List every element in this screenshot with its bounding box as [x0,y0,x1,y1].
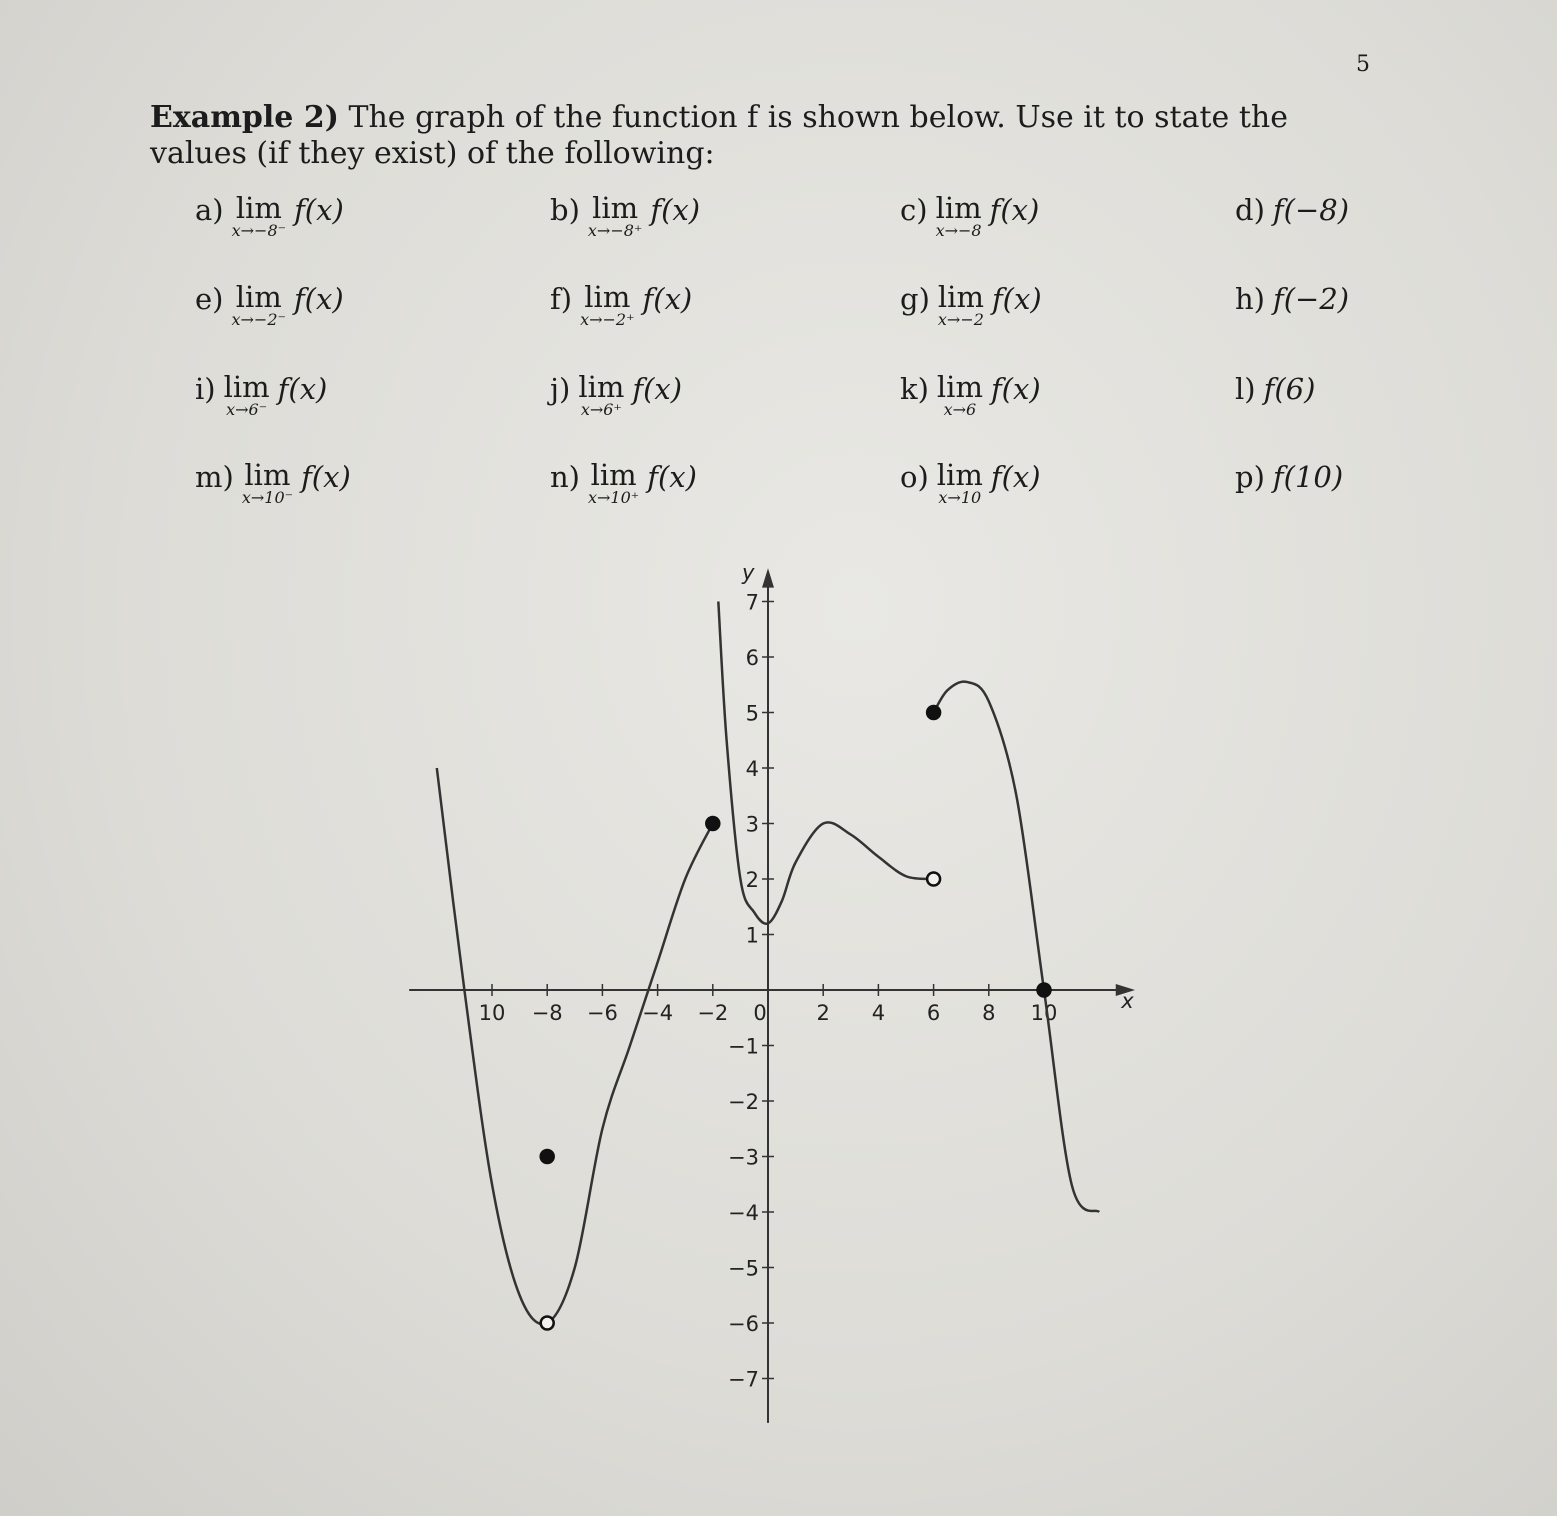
x-tick-label: −8 [531,1001,563,1025]
y-tick-label: −7 [728,1367,759,1392]
limit-subscript: x→6⁺ [580,400,622,419]
limit-subscript: x→−8⁻ [231,221,287,240]
problem-label: p) [1235,460,1265,494]
y-tick-label: −6 [728,1312,759,1336]
open-point [541,1317,554,1330]
function-expression: f(x) [647,460,697,494]
y-tick-label: 5 [745,701,759,726]
limit-subscript: x→−8 [935,221,982,240]
closed-point [706,817,719,830]
function-curve [437,768,713,1324]
x-tick-label: −4 [642,1001,674,1025]
problem-label: b) [550,193,580,227]
y-tick-label: 1 [745,923,759,948]
x-tick-label: −6 [586,1001,618,1025]
problem-label: c) [900,193,928,227]
y-axis-label: y [742,560,755,585]
x-tick-label: 4 [871,1001,886,1025]
function-expression: f(x) [642,282,693,316]
limit-subscript: x→−2⁻ [231,310,286,329]
problem-label: h) [1235,282,1265,316]
lim-word: lim [235,191,282,225]
closed-point [1038,984,1051,997]
x-tick-label: 6 [926,1001,941,1025]
lim-word: lim [935,191,982,225]
problem-label: n) [550,460,580,494]
page-number: 5 [1356,52,1370,77]
y-tick-label: 4 [745,757,759,781]
lim-word: lim [578,370,625,404]
lim-word: lim [223,370,270,404]
limit-subscript: x→10 [938,488,982,507]
lim-word: lim [936,370,983,404]
y-tick-label: −3 [728,1145,759,1170]
closed-point [541,1150,554,1163]
problem-label: o) [900,460,929,494]
lim-word: lim [937,280,984,314]
lim-word: lim [235,280,282,314]
function-expression: f(x) [277,372,328,406]
example-label: Example 2) [150,100,339,135]
y-tick-label: −5 [728,1256,759,1281]
function-expression: f(x) [650,193,701,227]
function-expression: f(x) [293,282,344,316]
problem-label: g) [900,282,930,316]
function-expression: f(x) [990,372,1041,406]
problem-label: a) [195,193,224,227]
problem-label: d) [1235,193,1265,227]
y-tick-label: −1 [728,1034,759,1059]
limit-subscript: x→−2 [937,310,984,329]
lim-word: lim [584,280,631,314]
y-axis-arrow [762,568,774,587]
function-expression: f(x) [632,372,683,406]
lim-word: lim [592,191,639,225]
function-expression: f(−2) [1273,282,1350,316]
limit-subscript: x→−2⁺ [580,310,635,329]
problem-label: e) [195,282,224,316]
function-expression: f(−8) [1272,193,1350,227]
x-tick-label: 8 [982,1001,996,1025]
y-tick-label: 3 [745,812,759,837]
limit-subscript: x→−8⁺ [587,221,643,240]
limit-subscript: x→6⁻ [226,400,268,419]
lim-word: lim [590,458,637,492]
limit-subscript: x→10⁺ [588,488,640,507]
function-curve [934,682,1100,1212]
problem-label: i) [195,372,216,406]
limit-subscript: x→10⁻ [241,488,294,507]
x-tick-label: 2 [816,1001,830,1025]
x-tick-label: 10 [1030,1001,1058,1025]
y-tick-label: −2 [728,1090,759,1114]
problem-label: k) [900,372,929,406]
lim-word: lim [244,458,291,492]
function-expression: f(x) [294,193,344,227]
problem-label: j) [550,372,571,406]
y-tick-label: −4 [728,1201,759,1225]
problem-label: l) [1235,372,1256,406]
function-expression: f(10) [1272,460,1344,494]
limit-subscript: x→6 [943,400,977,419]
x-tick-label: −2 [697,1001,729,1025]
function-expression: f(x) [990,460,1041,494]
y-tick-label: 2 [745,868,759,892]
example-text: The graph of the function f is shown below. Use it to state the values (if they exist) of the following: [150,100,1288,171]
y-tick-label: 6 [745,646,759,670]
function-expression: f(x) [301,460,351,494]
problem-label: f) [550,282,573,316]
closed-point [927,706,940,719]
function-expression: f(x) [991,282,1042,316]
x-axis-label: x [1121,989,1134,1013]
x-tick-label: 10 [478,1001,506,1025]
y-tick-label: 7 [745,590,759,615]
open-point [927,873,940,886]
x-tick-label: 0 [753,1001,767,1025]
function-expression: f(x) [989,193,1040,227]
lim-word: lim [936,458,983,492]
function-expression: f(6) [1263,372,1316,406]
problem-label: m) [195,460,234,494]
